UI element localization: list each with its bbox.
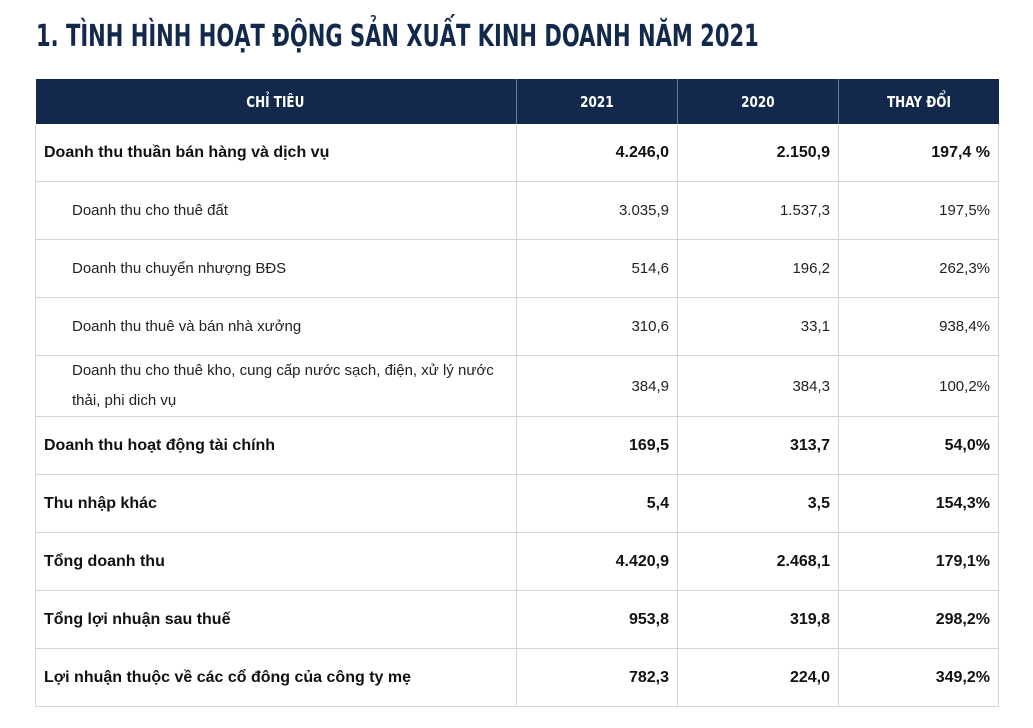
value-change: 938,4% xyxy=(839,298,999,356)
table-row xyxy=(36,356,999,417)
row-label: Tổng lợi nhuận sau thuế xyxy=(36,591,517,649)
value-2021: 384,9 xyxy=(517,356,678,417)
header-indicator: CHỈ TIÊU xyxy=(36,79,517,124)
table-row xyxy=(36,591,999,649)
table-row xyxy=(36,533,999,591)
value-2021: 4.246,0 xyxy=(517,124,678,182)
header-change: THAY ĐỔI xyxy=(839,79,999,124)
value-change: 179,1% xyxy=(839,533,999,591)
table-row xyxy=(36,124,999,182)
business-results-table xyxy=(35,79,999,707)
value-2021: 310,6 xyxy=(517,298,678,356)
value-2020: 1.537,3 xyxy=(678,182,839,240)
table-row xyxy=(36,417,999,475)
table-row xyxy=(36,649,999,707)
value-2020: 313,7 xyxy=(678,417,839,475)
value-change: 100,2% xyxy=(839,356,999,417)
value-2021: 782,3 xyxy=(517,649,678,707)
row-label: Tổng doanh thu xyxy=(36,533,517,591)
value-2021: 953,8 xyxy=(517,591,678,649)
value-change: 197,5% xyxy=(839,182,999,240)
value-2021: 169,5 xyxy=(517,417,678,475)
value-2020: 384,3 xyxy=(678,356,839,417)
value-2020: 3,5 xyxy=(678,475,839,533)
row-label: Doanh thu hoạt động tài chính xyxy=(36,417,517,475)
table-row xyxy=(36,475,999,533)
value-change: 298,2% xyxy=(839,591,999,649)
table-row xyxy=(36,298,999,356)
value-2020: 319,8 xyxy=(678,591,839,649)
row-label: Doanh thu cho thuê kho, cung cấp nước sạch, điện, xử lý nước thải, phi dich vụ xyxy=(36,356,517,417)
row-label: Doanh thu chuyển nhượng BĐS xyxy=(36,240,517,298)
value-2020: 224,0 xyxy=(678,649,839,707)
header-2021: 2021 xyxy=(517,79,678,124)
value-2021: 4.420,9 xyxy=(517,533,678,591)
row-label: Lợi nhuận thuộc về các cổ đông của công ty mẹ xyxy=(36,649,517,707)
value-2020: 2.468,1 xyxy=(678,533,839,591)
row-label: Doanh thu thuê và bán nhà xưởng xyxy=(36,298,517,356)
value-2021: 3.035,9 xyxy=(517,182,678,240)
value-2021: 514,6 xyxy=(517,240,678,298)
value-change: 154,3% xyxy=(839,475,999,533)
table-row xyxy=(36,240,999,298)
value-2021: 5,4 xyxy=(517,475,678,533)
row-label: Thu nhập khác xyxy=(36,475,517,533)
header-2020: 2020 xyxy=(678,79,839,124)
row-label: Doanh thu cho thuê đất xyxy=(36,182,517,240)
row-label: Doanh thu thuần bán hàng và dịch vụ xyxy=(36,124,517,182)
value-2020: 196,2 xyxy=(678,240,839,298)
value-2020: 2.150,9 xyxy=(678,124,839,182)
page-title: 1. TÌNH HÌNH HOẠT ĐỘNG SẢN XUẤT KINH DOANH NĂM 2021 xyxy=(36,19,759,54)
table-header-row xyxy=(36,79,999,124)
table-row xyxy=(36,182,999,240)
value-change: 197,4 % xyxy=(839,124,999,182)
value-2020: 33,1 xyxy=(678,298,839,356)
value-change: 54,0% xyxy=(839,417,999,475)
value-change: 262,3% xyxy=(839,240,999,298)
value-change: 349,2% xyxy=(839,649,999,707)
